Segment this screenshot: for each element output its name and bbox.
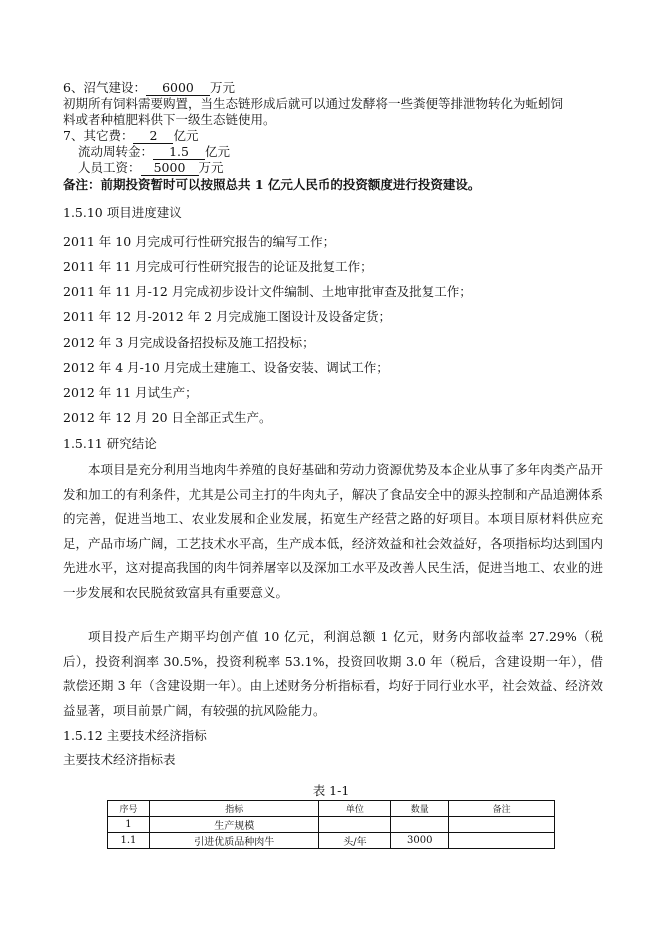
wage-value: 5000	[141, 161, 199, 176]
investment-note: 备注：前期投资暂时可以按照总共 1 亿元人民币的投资额度进行投资建设。	[63, 177, 481, 192]
wage-line	[78, 160, 224, 176]
other-cost-value: 2	[133, 129, 173, 144]
wage-unit: 万元	[198, 160, 224, 175]
other-cost-line	[63, 128, 198, 144]
column-header: 指标	[149, 801, 319, 817]
column-header: 单位	[319, 801, 391, 817]
column-header: 数量	[391, 801, 449, 817]
schedule-item: 2012 年 12 月 20 日全部正式生产。	[63, 410, 272, 425]
column-header: 备注	[449, 801, 555, 817]
schedule-item: 2011 年 12 月-2012 年 2 月完成施工图设计及设备定货；	[63, 309, 392, 324]
table-row	[108, 817, 555, 833]
schedule-item: 2011 年 10 月完成可行性研究报告的编写工作；	[63, 234, 336, 249]
table-cell: 头/年	[319, 833, 391, 849]
table-cell	[449, 833, 555, 849]
indicators-subheading: 主要技术经济指标表	[63, 752, 176, 767]
wage-label: 人员工资：	[78, 160, 141, 175]
indicators-table	[107, 800, 555, 849]
schedule-item: 2012 年 4 月-10 月完成土建施工、设备安装、调试工作；	[63, 360, 389, 375]
biogas-value: 6000	[146, 81, 210, 96]
table-cell	[449, 817, 555, 833]
schedule-heading: 1.5.10 项目进度建议	[63, 205, 182, 220]
schedule-item: 2012 年 11 月试生产；	[63, 385, 198, 400]
liquidity-value: 1.5	[153, 145, 205, 160]
biogas-label: 6、沼气建设：	[63, 80, 146, 95]
schedule-item: 2011 年 11 月-12 月完成初步设计文件编制、土地审批审查及批复工作；	[63, 284, 472, 299]
liquidity-line	[78, 144, 230, 160]
conclusion-paragraph-1: 本项目是充分利用当地肉牛养殖的良好基础和劳动力资源优势及本企业从事了多年肉类产品开发和加工的有利条件，尤其是公司主打的牛肉丸子，解决了食品安全中的源头控制和产品追溯体系的完善，促进当地工、农业发展和企业发展，拓宽生产经营之路的好项目。本项目原材料供应充足，产品市场广阔，工艺技术水平高，生产成本低，经济效益和社会效益好，各项指标均达到国内先进水平，这对提高我国的肉牛饲养屠宰以及深加工水平及改善人民生活，促进当地工、农业的进一步发展和农民脱贫致富具有重要意义。	[63, 462, 603, 600]
table-cell	[391, 817, 449, 833]
conclusion-heading: 1.5.11 研究结论	[63, 436, 157, 451]
table-cell	[319, 817, 391, 833]
other-cost-label: 7、其它费：	[63, 128, 134, 143]
table-cell: 1.1	[108, 833, 150, 849]
other-cost-unit: 亿元	[173, 128, 199, 143]
table-cell: 1	[108, 817, 150, 833]
conclusion-paragraph-2: 项目投产后生产期平均创产值 10 亿元，利润总额 1 亿元，财务内部收益率 27.29%（税后），投资利润率 30.5%，投资利税率 53.1%，投资回收期 3.0 年（税后，含建设期一年），借款偿还期 3 年（含建设期一年）。由上述财务分析指标看，均好于同行业水平，社会效益、经济效益显著，项目前景广阔，有较强的抗风险能力。	[63, 629, 603, 718]
table-cell: 生产规模	[149, 817, 319, 833]
table-caption: 表 1-1	[312, 783, 350, 798]
indicators-heading: 1.5.12 主要技术经济指标	[63, 728, 207, 743]
table-row	[108, 833, 555, 849]
feed-line-1: 初期所有饲料需要购置，当生态链形成后就可以通过发酵将一些粪便等排泄物转化为蚯蚓饲	[63, 96, 564, 111]
liquidity-label: 流动周转金：	[78, 144, 154, 159]
column-header: 序号	[108, 801, 150, 817]
table-cell: 3000	[391, 833, 449, 849]
biogas-line	[63, 80, 235, 96]
schedule-item: 2011 年 11 月完成可行性研究报告的论证及批复工作；	[63, 259, 373, 274]
table-cell: 引进优质品种肉牛	[149, 833, 319, 849]
feed-line-2: 料或者种植肥料供下一级生态链使用。	[63, 112, 276, 127]
liquidity-unit: 亿元	[205, 144, 231, 159]
biogas-unit: 万元	[209, 80, 235, 95]
schedule-item: 2012 年 3 月完成设备招投标及施工招投标；	[63, 335, 315, 350]
table-header-row	[108, 801, 555, 817]
